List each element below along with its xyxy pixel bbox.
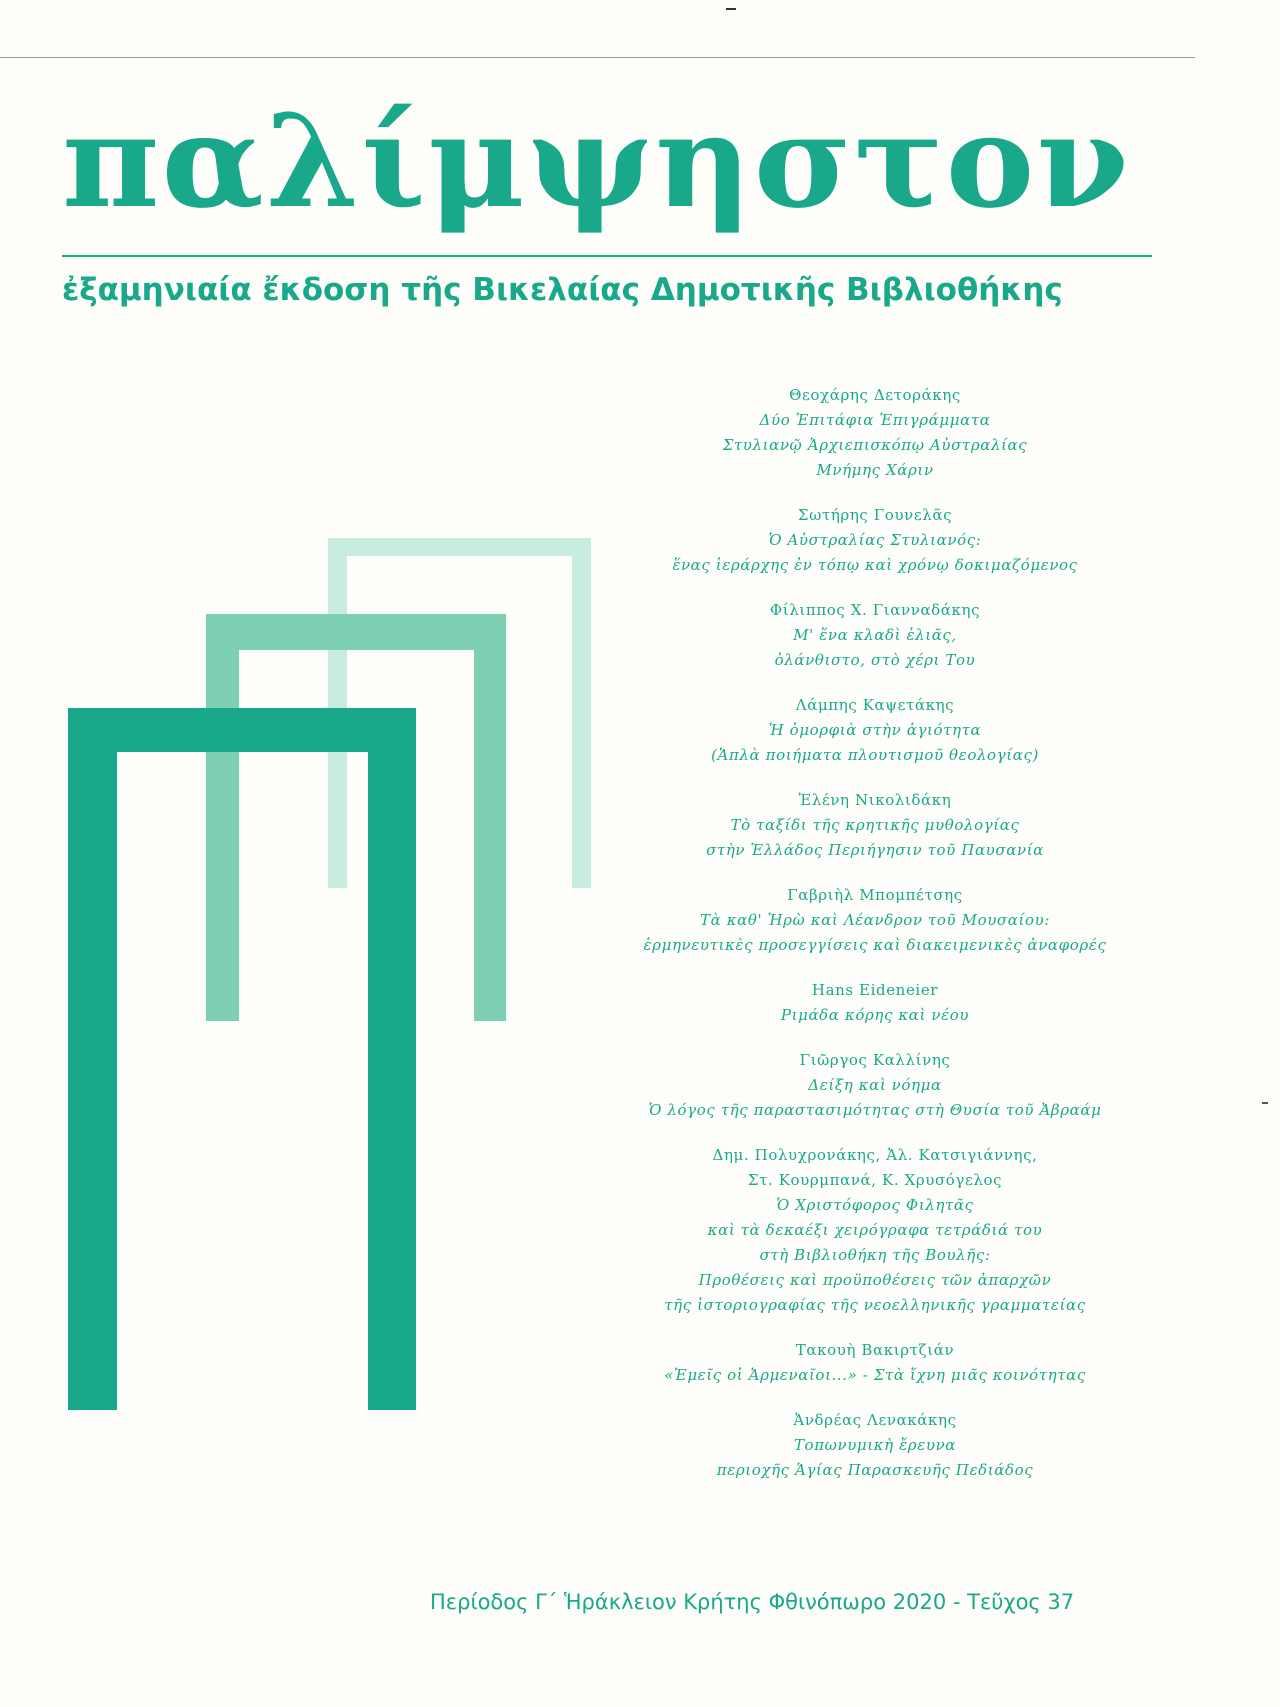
toc-title-line: Μ' ἕνα κλαδὶ ἐλιᾶς, (793, 626, 957, 644)
toc-title-line: στὴ Βιβλιοθήκη τῆς Βουλῆς: (759, 1246, 991, 1264)
toc-title-line: ὁλάνθιστο, στὸ χέρι Του (774, 651, 976, 669)
toc-author: Λάμπης Καψετάκης (795, 696, 955, 714)
toc-entry (615, 883, 1135, 958)
toc-title-line: καὶ τὰ δεκαέξι χειρόγραφα τετράδιά του (707, 1221, 1043, 1239)
toc-entry (615, 1338, 1135, 1388)
toc-title-line: Ὁ Χριστόφορος Φιλητᾶς (776, 1196, 974, 1214)
issue-footer: Περίοδος Γ΄ Ἡράκλειον Κρήτης Φθινόπωρο 2020 - Τεῦχος 37 (430, 1590, 1075, 1614)
toc-title-line: Τὸ ταξίδι τῆς κρητικῆς μυθολογίας (730, 816, 1020, 834)
toc-title-line: Ριμάδα κόρης καὶ νέου (780, 1006, 970, 1024)
toc-title-line: Δείξη καὶ νόημα (808, 1076, 942, 1094)
toc-author: Φίλιππος Χ. Γιανναδάκης (769, 601, 981, 619)
toc-entry (615, 503, 1135, 578)
journal-title: παλίμψηστον (62, 87, 1131, 237)
toc-entry (615, 1143, 1135, 1318)
arch-front (68, 708, 416, 1410)
toc-author-continued: Στ. Κουρμπανά, Κ. Χρυσόγελος (747, 1171, 1003, 1189)
toc-title-line: Τοπωνυμικὴ ἔρευνα (793, 1436, 957, 1454)
toc-title-line: ἕνας ἱεράρχης ἐν τόπῳ καὶ χρόνῳ δοκιμαζόμενος (672, 556, 1078, 574)
toc-author: Ἑλένη Νικολιδάκη (798, 791, 952, 809)
toc-entry (615, 383, 1135, 483)
toc-entry (615, 788, 1135, 863)
scan-speck (1262, 1102, 1268, 1104)
toc-entry (615, 1408, 1135, 1483)
toc-title-line: στὴν Ἑλλάδος Περιήγησιν τοῦ Παυσανία (706, 841, 1044, 859)
toc-title-line: Προθέσεις καὶ προϋποθέσεις τῶν ἀπαρχῶν (698, 1271, 1052, 1289)
toc-author: Γαβριὴλ Μπομπέτσης (787, 886, 963, 904)
toc-entry (615, 693, 1135, 768)
toc-title-line: περιοχῆς Ἁγίας Παρασκευῆς Πεδιάδος (716, 1461, 1034, 1479)
table-of-contents (615, 383, 1135, 1503)
toc-author: Θεοχάρης Δετοράκης (789, 386, 961, 404)
toc-author: Σωτήρης Γουνελᾶς (797, 506, 953, 524)
toc-title-line: Μνήμης Χάριν (816, 461, 934, 479)
toc-title-line: ἑρμηνευτικὲς προσεγγίσεις καὶ διακειμενικὲς ἀναφορές (643, 936, 1107, 954)
arch-middle (206, 614, 506, 1021)
toc-author: Γιῶργος Καλλίνης (799, 1051, 951, 1069)
toc-title-line: τῆς ἱστοριογραφίας τῆς νεοελληνικῆς γραμματείας (664, 1296, 1086, 1314)
toc-author: Ἀνδρέας Λενακάκης (793, 1411, 957, 1429)
toc-title-line: Ὁ λόγος τῆς παραστασιμότητας στὴ Θυσία τοῦ Ἀβραάμ (648, 1101, 1102, 1119)
toc-title-line: Δύο Ἐπιτάφια Ἐπιγράμματα (759, 411, 991, 429)
toc-title-line: Ἡ ὀμορφιὰ στὴν ἁγιότητα (768, 721, 982, 739)
toc-title-line: (Ἁπλὰ ποιήματα πλουτισμοῦ θεολογίας) (711, 746, 1039, 764)
toc-title-line: Στυλιανῷ Ἀρχιεπισκόπῳ Αὐστραλίας (722, 436, 1028, 454)
journal-subtitle: ἐξαμηνιαία ἔκδοση τῆς Βικελαίας Δημοτικῆς Βιβλιοθήκης (62, 272, 1063, 308)
toc-title-line: Τὰ καθ' Ἡρὼ καὶ Λέανδρον τοῦ Μουσαίου: (700, 911, 1050, 929)
toc-author: Τακουὴ Βακιρτζιάν (795, 1341, 955, 1359)
toc-title-line: «Ἐμεῖς οἱ Ἀρμεναῖοι...» - Στὰ ἴχνη μιᾶς κοινότητας (664, 1366, 1086, 1384)
toc-author: Δημ. Πολυχρονάκης, Ἀλ. Κατσιγιάννης, (712, 1146, 1038, 1164)
toc-author: Hans Eideneier (811, 981, 939, 999)
toc-entry (615, 978, 1135, 1028)
toc-title-line: Ὁ Αὐστραλίας Στυλιανός: (768, 531, 982, 549)
toc-entry (615, 1048, 1135, 1123)
toc-entry (615, 598, 1135, 673)
